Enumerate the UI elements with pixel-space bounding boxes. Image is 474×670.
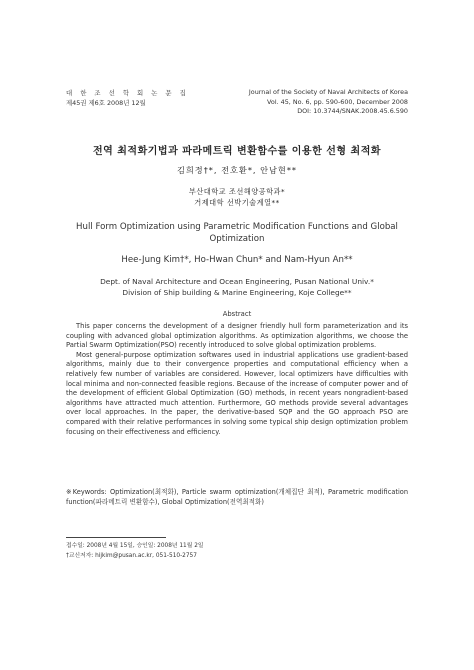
paper-title-en-line-2: Optimization	[209, 234, 265, 244]
journal-name-en: Journal of the Society of Naval Architects of Korea	[248, 88, 408, 96]
affiliation-en-2: Division of Ship building & Marine Engineering, Koje College**	[122, 288, 352, 297]
footnote-divider	[66, 537, 166, 538]
affiliations-en	[40, 276, 434, 298]
volume-info-en: Vol. 45, No. 6, pp. 590-600, December 2008	[267, 97, 408, 106]
authors-en: Hee-Jung Kim†*, Ho-Hwan Chun* and Nam-Hyun An**	[121, 255, 353, 265]
volume-info-kr: 제45권 제6호 2008년 12월	[66, 99, 146, 107]
journal-header-kr	[66, 88, 189, 108]
keywords: ※Keywords: Optimization(최적화), Particle swarm optimization(개체집단 최적), Parametric modification function(파라메트릭 변환함수), Global Optimization(전역최적화)	[66, 488, 408, 506]
abstract-paragraph-2: Most general-purpose optimization softwares used in industrial applications use gradient-based algorithms, mainly due to their convergence properties and computational efficiency when a relatively few number of variables are considered. However, local optimizers have difficulties with local minima and non-connected feasible regions. Because of the increase of computer power and of the development of efficient Global Optimization (GO) methods, in recent years nongradient-based algorithms have attracted much attention. Furthermore, GO methods provide several advantages over local approaches. In the paper, the derivative-based SQP and the GO approach PSO are compared with their relative performances in solving some typical ship design optimization problem focusing on their effectiveness and efficiency.	[66, 350, 408, 436]
journal-header-en	[249, 88, 408, 117]
footnote	[66, 541, 203, 561]
abstract-paragraph-1: This paper concerns the development of a designer friendly hull form parameterization and its coupling with advanced global optimization algorithms. As optimization algorithms, we choose the Partial Swarm Optimization(PSO) recently introduced to solve global optimization problems.	[66, 322, 408, 350]
affiliations-kr	[40, 186, 434, 208]
paper-title-en-line-1: Hull Form Optimization using Parametric Modification Functions and Global	[76, 222, 398, 232]
journal-name-kr: 대 한 조 선 학 회 논 문 집	[66, 89, 189, 97]
affiliation-en-1: Dept. of Naval Architecture and Ocean Engineering, Pusan National Univ.*	[100, 277, 374, 286]
paper-title-en	[40, 221, 434, 245]
affiliation-kr-1: 부산대학교 조선해양공학과*	[188, 187, 286, 196]
paper-title-kr: 전역 최적화기법과 파라메트릭 변환함수를 이용한 선형 최적화	[92, 146, 382, 157]
abstract-heading: Abstract	[222, 310, 252, 318]
corresponding-author: †교신저자: hijkim@pusan.ac.kr, 051-510-2757	[66, 553, 197, 559]
authors-kr: 김희정†*, 전호환*, 안남현**	[176, 165, 298, 175]
affiliation-kr-2: 거제대학 선박기술계열**	[194, 198, 280, 207]
doi: DOI: 10.3744/SNAK.2008.45.6.590	[297, 107, 408, 116]
received-dates: 접수일: 2008년 4월 15일, 승인일: 2008년 11월 2일	[66, 543, 204, 549]
abstract-body	[66, 322, 408, 437]
